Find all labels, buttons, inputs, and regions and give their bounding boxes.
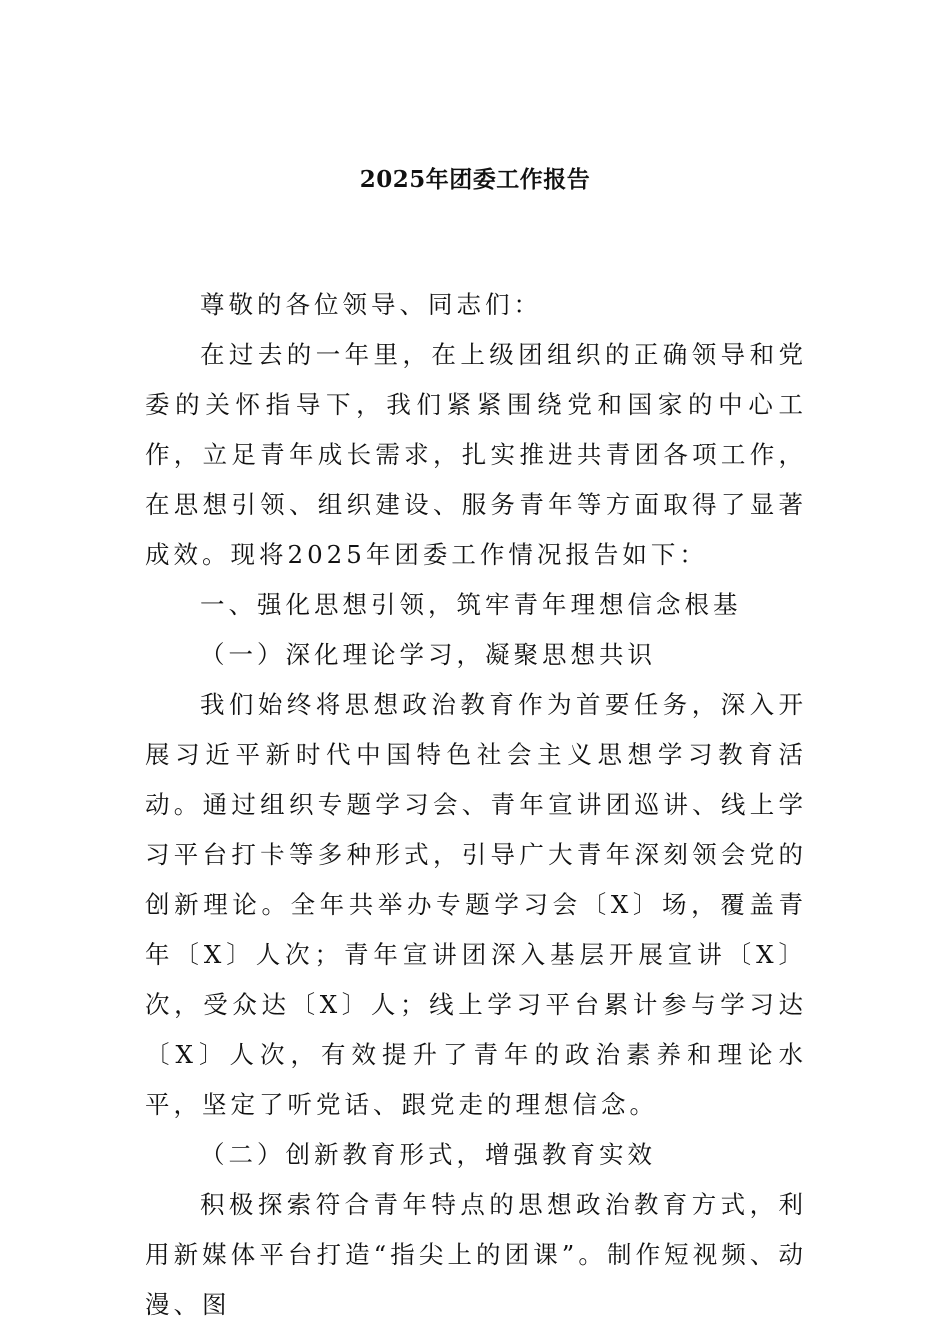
subsection-1-paragraph: 我们始终将思想政治教育作为首要任务，深入开展习近平新时代中国特色社会主义思想学习教育活动。通过组织专题学习会、青年宣讲团巡讲、线上学习平台打卡等多种形式，引导广大青年深刻领会党的创新理论。全年共举办专题学习会〔X〕场，覆盖青年〔X〕人次；青年宣讲团深入基层开展宣讲〔X〕次，受众达〔X〕人；线上学习平台累计参与学习达〔X〕人次，有效提升了青年的政治素养和理论水平，坚定了听党话、跟党走的理想信念。 [145,690,807,1119]
document-body [145,280,807,1330]
section-1-heading: 一、强化思想引领，筑牢青年理想信念根基 [200,590,742,619]
subsection-1-heading: （一）深化理论学习，凝聚思想共识 [200,640,656,669]
subsection-2-paragraph: 积极探索符合青年特点的思想政治教育方式，利用新媒体平台打造“指尖上的团课”。制作短视频、动漫、图 [145,1190,807,1319]
intro-paragraph: 在过去的一年里，在上级团组织的正确领导和党委的关怀指导下，我们紧紧围绕党和国家的中心工作，立足青年成长需求，扎实推进共青团各项工作，在思想引领、组织建设、服务青年等方面取得了显著成效。现将2025年团委工作情况报告如下： [145,340,807,569]
subsection-2-heading: （二）创新教育形式，增强教育实效 [200,1140,656,1169]
greeting-paragraph: 尊敬的各位领导、同志们： [200,290,542,319]
document-title: 2025年团委工作报告 [359,166,591,193]
